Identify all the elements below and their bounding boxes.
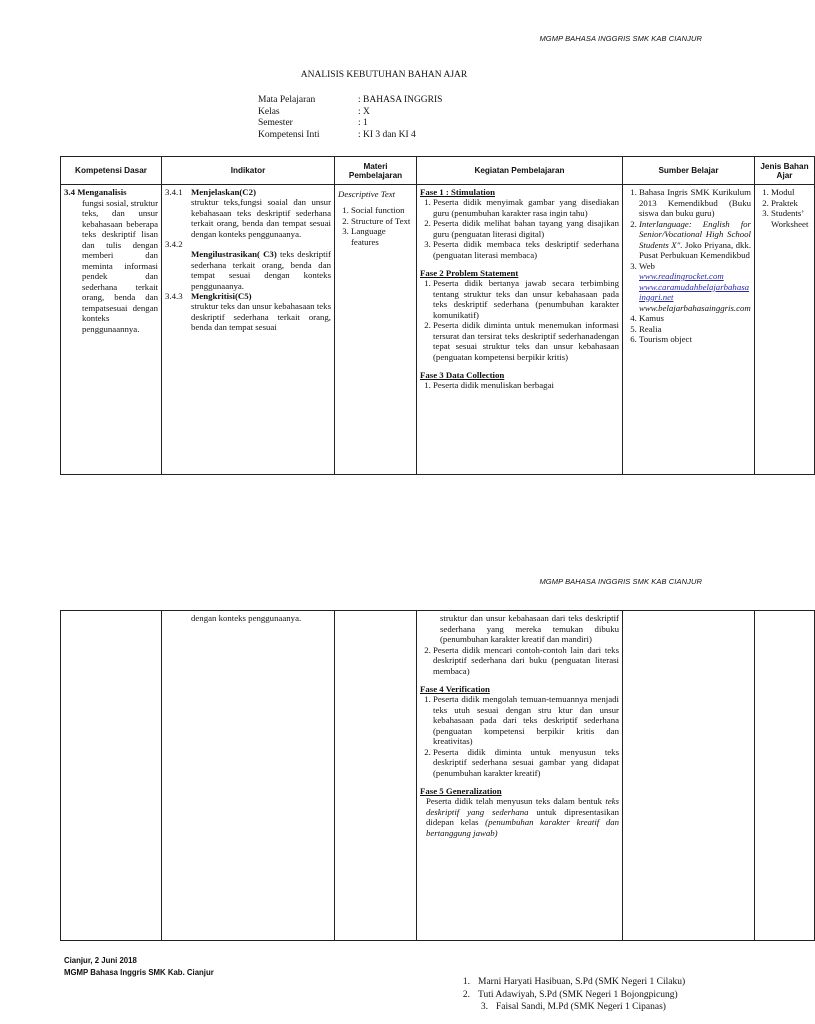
jenis-cell bbox=[755, 185, 815, 475]
jenis-item: 2. Praktek bbox=[771, 198, 811, 209]
indikator-cell-cont bbox=[162, 611, 335, 941]
materi-item: 1. Social function bbox=[351, 205, 413, 216]
document-title: ANALISIS KEBUTUHAN BAHAN AJAR bbox=[300, 70, 468, 80]
materi-cell-cont bbox=[335, 611, 417, 941]
fase5-p1: Peserta didik telah menyusun teks dalam bentuk bbox=[426, 796, 603, 806]
web-link[interactable]: www.readingrocket.com bbox=[639, 271, 724, 281]
indikator-number: 3.4.2 bbox=[165, 239, 183, 249]
indikator-text: dengan konteks penggunaanya. bbox=[191, 613, 302, 623]
footer-org: MGMP Bahasa Inggris SMK Kab. Cianjur bbox=[64, 968, 214, 977]
indikator-head: Menjelaskan(C2) bbox=[191, 187, 256, 197]
kd-text: fungsi sosial, struktur teks, dan unsur kebahasaan beberapa teks deskriptif lisan dan tulis dengan memberi dan meminta informasi pendek dan sederhana terkait orang, benda dan tempatsesuai dengan konteks penggunaannya. bbox=[82, 197, 158, 334]
page-header-2: MGMP BAHASA INGGRIS SMK KAB CIANJUR bbox=[539, 577, 702, 586]
jenis-item: 3. Students’ Worksheet bbox=[771, 208, 811, 229]
col-header-sumber: Sumber Belajar bbox=[623, 157, 755, 185]
fase3-title: Fase 3 Data Collection bbox=[420, 370, 505, 380]
footer-date: Cianjur, 2 Juni 2018 bbox=[64, 956, 137, 965]
fase3-item: 1. Peserta didik menuliskan berbagai bbox=[433, 380, 619, 391]
col-header-jenis: Jenis Bahan Ajar bbox=[755, 157, 815, 185]
sumber-item: 4. Kamus bbox=[639, 313, 751, 324]
kd-verb: Menganalisis bbox=[77, 187, 127, 197]
fase5-p3-italic: (penumbuhan karakter kreatif dan bertanggung jawab) bbox=[426, 817, 620, 838]
fase4-item: 1. Peserta didik mengolah temuan-temuannya menjadi teks utuh sesuai dengan stru ktur dan unsur kebahasaan pada dari teks deskriptif sederhana (penguatan kompetensi berpikir kritis dan kreativitas) bbox=[433, 694, 619, 747]
fase3-item-cont: struktur dan unsur kebahasaan dari teks deskriptif sederhana yang mereka temukan dibuku (penumbuhan karakter kreatif dan mandiri) bbox=[440, 613, 619, 644]
meta-key: Kompetensi Inti bbox=[258, 129, 320, 140]
sumber-item: 6. Tourism object bbox=[639, 334, 751, 345]
fase1-item: 2. Peserta didik melihat bahan tayang yang disajikan guru (penguatan literasi digital) bbox=[433, 218, 619, 239]
analysis-table-page1 bbox=[60, 156, 815, 475]
materi-cell bbox=[335, 185, 417, 475]
col-header-kd: Kompetensi Dasar bbox=[61, 157, 162, 185]
sumber-cell-cont bbox=[623, 611, 755, 941]
kd-number: 3.4 bbox=[64, 187, 75, 197]
meta-value: : 1 bbox=[358, 118, 368, 128]
sumber-author: Joko Priyana, dkk. Pusat Perbukuan Kemendikbud bbox=[639, 239, 752, 260]
col-header-kegiatan: Kegiatan Pembelajaran bbox=[417, 157, 623, 185]
col-header-indikator: Indikator bbox=[162, 157, 335, 185]
jenis-cell-cont bbox=[755, 611, 815, 941]
indikator-text: struktur teks,fungsi soaial dan unsur kebahasaan teks deskriptif sederhana terkait orang, benda dan tempat sesuai dengan konteks penggunaanya. bbox=[191, 197, 331, 239]
sumber-item: 1. Bahasa Ingris SMK Kurikulum 2013 Kemendikbud (Buku siswa dan buku guru) bbox=[639, 187, 751, 219]
fase4-title: Fase 4 Verification bbox=[420, 684, 490, 694]
materi-item: 2. Structure of Text bbox=[351, 216, 413, 227]
fase1-item: 3. Peserta didik membaca teks deskriptif sederhana (penguatan literasi membaca) bbox=[433, 239, 619, 260]
materi-head: Descriptive Text bbox=[338, 189, 396, 199]
fase2-title: Fase 2 Problem Statement bbox=[420, 268, 519, 278]
fase2-item: 1. Peserta didik bertanya jawab secara terbimbing tentang struktur teks dan unsur kebahasaan pada teks deskriptif sederhana (penumbuhan karakter komunikatif) bbox=[433, 278, 619, 320]
identity-block bbox=[258, 95, 442, 141]
analysis-table-page2 bbox=[60, 610, 815, 941]
sumber-web-label: Web bbox=[639, 260, 655, 271]
web-link: www.belajarbahasainggris.com bbox=[639, 302, 751, 313]
kd-cell-cont bbox=[61, 611, 162, 941]
signatory: Faisal Sandi, M.Pd (SMK Negeri 1 Cipanas) bbox=[496, 1002, 666, 1012]
sumber-cell bbox=[623, 185, 755, 475]
fase4-item: 2. Peserta didik diminta untuk menyusun teks deskriptif sederhana sesuai gambar yang didapat (penumbuhan karakter kreatif) bbox=[433, 747, 619, 779]
web-link[interactable]: www.caramudahbelajarbahasainggri.net bbox=[639, 281, 750, 302]
indikator-head: Mengilustrasikan( C3) bbox=[191, 249, 277, 259]
meta-value: : BAHASA INGGRIS bbox=[358, 95, 443, 105]
footer-block bbox=[64, 955, 214, 979]
materi-item: 3. Language features bbox=[351, 226, 413, 247]
indikator-cell bbox=[162, 185, 335, 475]
indikator-number: 3.4.1 bbox=[165, 187, 183, 197]
indikator-text: teks deskriptif sederhana terkait orang, benda dan tempat sesuai dengan konteks penggunaanya. bbox=[191, 249, 331, 291]
meta-key: Semester bbox=[258, 118, 293, 128]
indikator-number: 3.4.3 bbox=[165, 291, 183, 301]
sumber-item: 5. Realia bbox=[639, 324, 751, 335]
col-header-materi: Materi Pembelajaran bbox=[335, 157, 417, 185]
meta-key: Mata Pelajaran bbox=[258, 95, 316, 105]
meta-value: : X bbox=[358, 106, 370, 117]
fase3-item: 2. Peserta didik mencari contoh-contoh lain dari teks deskriptif sederhana dari buku (penguatan literasi membaca) bbox=[433, 645, 619, 677]
fase5-title: Fase 5 Generalization bbox=[420, 786, 502, 796]
fase5-p1-italic: teks deskriptif yang sederhana bbox=[426, 796, 619, 817]
jenis-item: 1. Modul bbox=[771, 187, 811, 198]
meta-key: Kelas bbox=[258, 106, 280, 117]
sumber-title: Interlanguage: English for Senior/Vocational High School Students X". bbox=[639, 218, 751, 250]
kegiatan-cell bbox=[417, 185, 623, 475]
kegiatan-cell-cont bbox=[417, 611, 623, 941]
signatory-list: 1. Marni Haryati Hasibuan, S.Pd (SMK Negeri 1 Cilaku) 2. Tuti Adawiyah, S.Pd (SMK Negeri 1 Bojongpicung) 3. Faisal Sandi, M.Pd (SMK Negeri 1 Cipanas) bbox=[462, 977, 686, 1012]
signatory: Marni Haryati Hasibuan, S.Pd (SMK Negeri 1 Cilaku) bbox=[478, 977, 686, 987]
sumber-item bbox=[639, 219, 751, 261]
page-header: MGMP BAHASA INGGRIS SMK KAB CIANJUR bbox=[539, 34, 702, 43]
fase5-p2: untuk dipresentasikan didepan kelas bbox=[426, 806, 619, 827]
fase1-title: Fase 1 : Stimulation bbox=[420, 187, 496, 197]
fase1-item: 1. Peserta didik menyimak gambar yang disediakan guru (penumbuhan karakter rasa ingin tahu) bbox=[433, 197, 619, 218]
indikator-text: struktur teks dan unsur kebahasaan teks deskriptif sederhana terkait orang, benda dan tempat sesuai bbox=[191, 301, 331, 332]
fase5-text bbox=[420, 796, 619, 838]
meta-value: : KI 3 dan KI 4 bbox=[358, 129, 416, 140]
kd-cell bbox=[61, 185, 162, 475]
sumber-item bbox=[639, 261, 751, 314]
signatory: Tuti Adawiyah, S.Pd (SMK Negeri 1 Bojongpicung) bbox=[478, 989, 678, 1000]
fase2-item: 2. Peserta didik diminta untuk menemukan informasi tersurat dan tersirat teks deskriptif sederhanadengan tepat sesuai struktur teks dan unsur kebahasaan (penguatan kompetensi berpikir kritis) bbox=[433, 320, 619, 362]
indikator-head: Mengkritisi(C5) bbox=[191, 291, 252, 301]
